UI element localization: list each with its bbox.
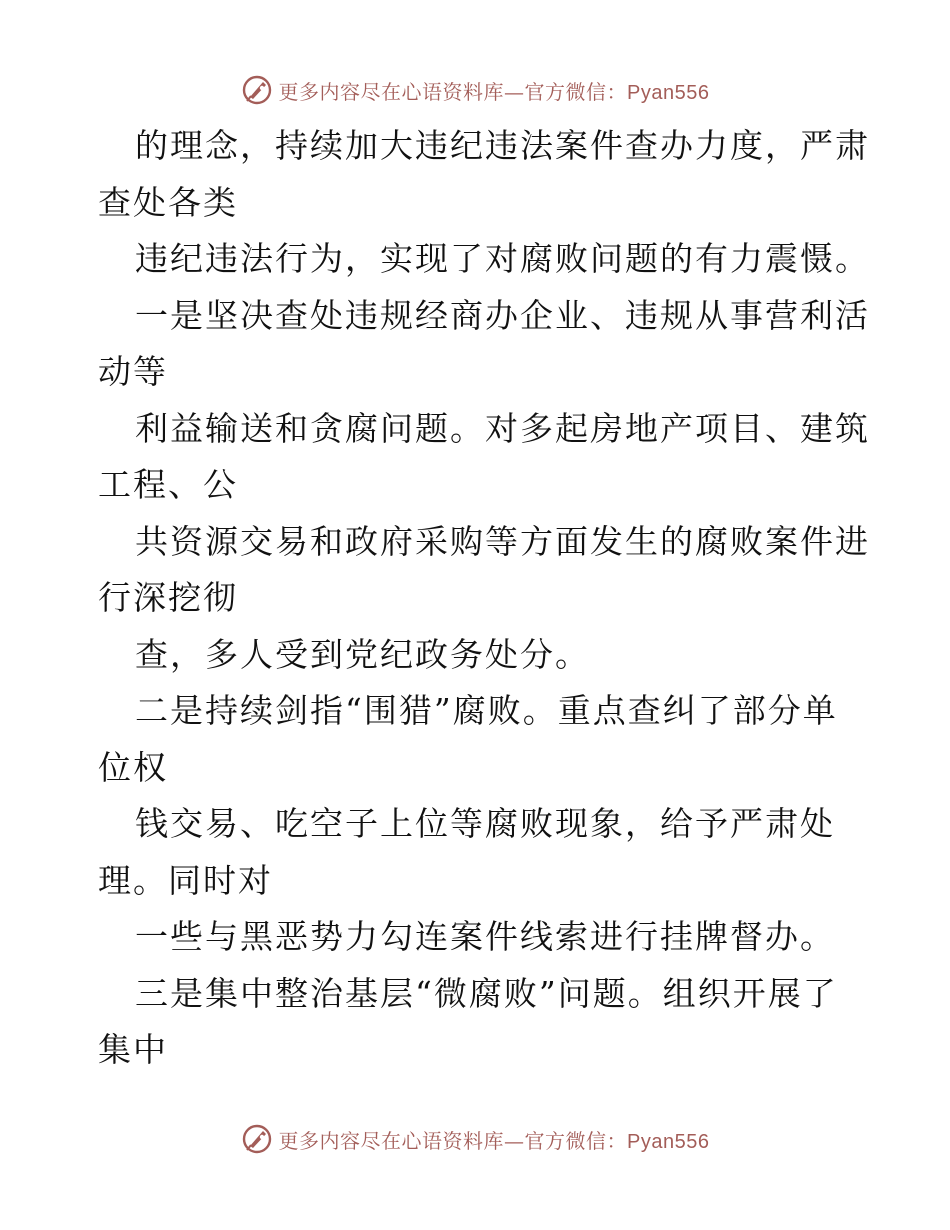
body-line: 共资源交易和政府采购等方面发生的腐败案件进 xyxy=(135,521,870,561)
body-line: 三是集中整治基层“微腐败”问题。组织开展了 xyxy=(135,973,838,1013)
header-banner-text xyxy=(279,76,710,105)
body-line: 违纪违法行为，实现了对腐败问题的有力震慑。 xyxy=(135,239,870,278)
body-line: 查，多人受到党纪政务处分。 xyxy=(135,634,590,674)
body-line: 一些与黑恶势力勾连案件线索进行挂牌督办。 xyxy=(135,917,835,956)
body-line: 集中 xyxy=(98,1030,168,1069)
quill-logo-icon xyxy=(241,74,273,106)
body-line: 查处各类 xyxy=(98,182,238,222)
document-body xyxy=(98,118,870,1079)
quill-logo-icon xyxy=(241,1123,273,1155)
body-line: 工程、公 xyxy=(98,465,238,504)
body-line: 行深挖彻 xyxy=(98,578,238,617)
body-line: 位权 xyxy=(98,747,168,787)
footer-banner-wechat-id: Pyan556 xyxy=(627,1130,710,1153)
footer-banner-cn: 更多内容尽在心语资料库—官方微信： xyxy=(278,1128,628,1153)
body-line: 理。同时对 xyxy=(98,860,273,900)
body-line: 动等 xyxy=(98,352,168,391)
header-banner-wechat-id: Pyan556 xyxy=(627,81,710,104)
body-line: 一是坚决查处违规经商办企业、违规从事营利活 xyxy=(135,295,870,335)
header-banner-cn: 更多内容尽在心语资料库—官方微信： xyxy=(278,79,628,104)
body-line: 的理念，持续加大违纪违法案件查办力度，严肃 xyxy=(135,126,870,165)
footer-banner xyxy=(0,1122,950,1156)
body-line: 钱交易、吃空子上位等腐败现象，给予严肃处 xyxy=(135,804,835,843)
body-line: 二是持续剑指“围猎”腐败。重点查纠了部分单 xyxy=(135,691,838,730)
footer-banner-text xyxy=(279,1125,710,1154)
body-line: 利益输送和贪腐问题。对多起房地产项目、建筑 xyxy=(135,408,870,448)
header-banner xyxy=(0,73,950,107)
